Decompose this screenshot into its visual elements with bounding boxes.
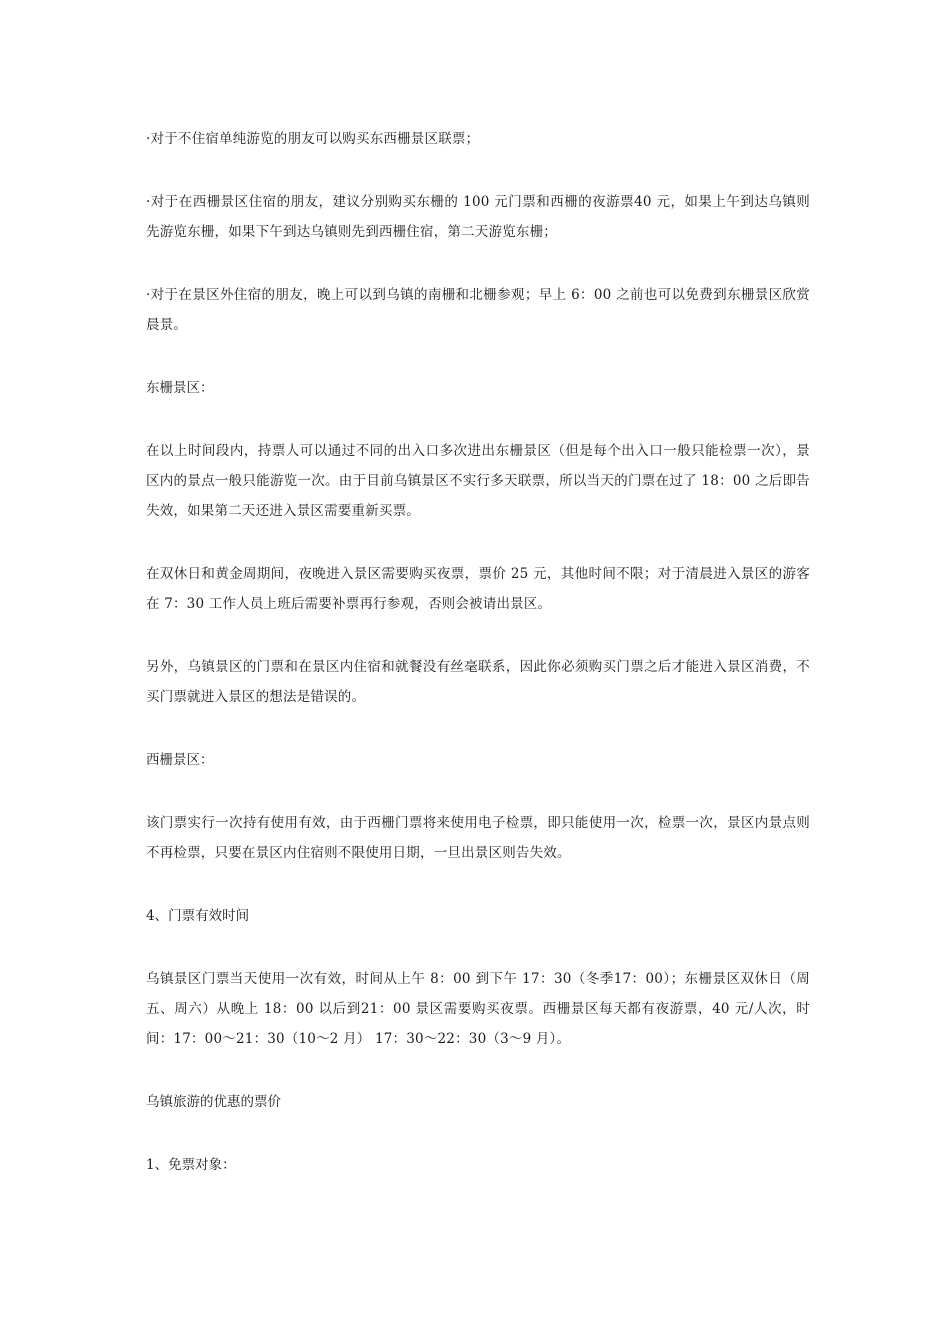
paragraph-west-zone-ticket: 该门票实行一次持有使用有效，由于西栅门票将来使用电子检票，即只能使用一次，检票一次，景区内景点则不再检票，只要在景区内住宿则不限使用日期，一旦出景区则告失效。 <box>146 815 810 861</box>
document-body <box>146 124 810 1180</box>
heading-free-ticket-targets: 1、免票对象： <box>146 1157 236 1173</box>
heading-west-zone: 西栅景区： <box>146 752 214 768</box>
paragraph-outside-stay: ·对于在景区外住宿的朋友，晚上可以到乌镇的南栅和北栅参观；早上 6：00 之前也可以免费到东栅景区欣赏晨景。 <box>146 287 810 333</box>
heading-discount-prices: 乌镇旅游的优惠的票价 <box>146 1094 281 1110</box>
paragraph-validity-hours: 乌镇景区门票当天使用一次有效，时间从上午 8：00 到下午 17：30（冬季17：00）；东栅景区双休日（周五、周六）从晚上 18：00 以后到21：00 景区需要购买夜票。西栅景区每天都有夜游票，40 元/人次，时间：17：00～21：30（10～2 月） 17：30～22：30（3～9 月）。 <box>146 971 810 1047</box>
paragraph-west-zone-stay: ·对于在西栅景区住宿的朋友，建议分别购买东栅的 100 元门票和西栅的夜游票40 元，如果上午到达乌镇则先游览东栅，如果下午到达乌镇则先到西栅住宿，第二天游览东栅； <box>146 194 810 240</box>
paragraph-east-zone-entry: 在以上时间段内，持票人可以通过不同的出入口多次进出东栅景区（但是每个出入口一般只能检票一次），景区内的景点一般只能游览一次。由于目前乌镇景区不实行多天联票，所以当天的门票在过了 18：00 之后即告失效，如果第二天还进入景区需要重新买票。 <box>146 443 810 519</box>
paragraph-weekend-night-ticket: 在双休日和黄金周期间，夜晚进入景区需要购买夜票，票价 25 元，其他时间不限；对于清晨进入景区的游客在 7：30 工作人员上班后需要补票再行参观，否则会被请出景区。 <box>146 566 810 612</box>
paragraph-ticket-consumption: 另外，乌镇景区的门票和在景区内住宿和就餐没有丝毫联系，因此你必须购买门票之后才能进入景区消费，不买门票就进入景区的想法是错误的。 <box>146 659 810 705</box>
paragraph-day-visitors: ·对于不住宿单纯游览的朋友可以购买东西栅景区联票； <box>146 131 480 147</box>
heading-east-zone: 东栅景区： <box>146 380 214 396</box>
heading-ticket-validity: 4、门票有效时间 <box>146 908 250 924</box>
